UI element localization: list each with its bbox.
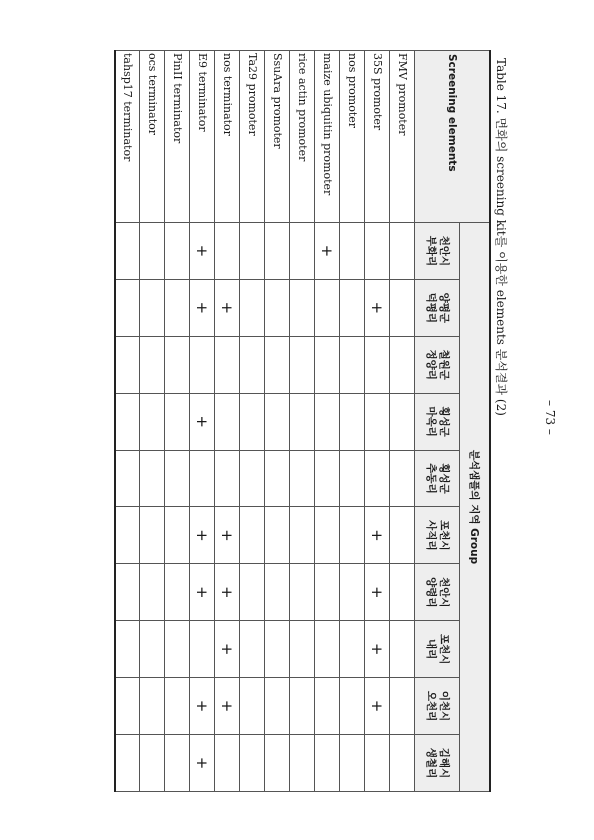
region-line2: 마옥리	[425, 406, 438, 437]
region-line1: 김해시	[438, 747, 451, 779]
result-cell	[340, 564, 365, 621]
result-cell	[315, 393, 340, 450]
result-cell	[240, 507, 265, 564]
region-line2: 정양리	[425, 349, 438, 380]
result-cell: +	[215, 507, 240, 564]
result-cell	[165, 393, 190, 450]
result-cell	[390, 450, 415, 507]
result-cell	[115, 678, 140, 735]
element-name: nos promoter	[340, 51, 365, 223]
result-cell	[140, 393, 165, 450]
result-cell	[340, 223, 365, 280]
region-line1: 이천시	[438, 690, 451, 722]
region-header-3	[415, 393, 460, 450]
element-name: E9 terminator	[190, 51, 215, 223]
result-cell	[240, 678, 265, 735]
result-cell: +	[215, 621, 240, 678]
region-line1: 포천시	[438, 520, 451, 551]
result-cell	[315, 735, 340, 792]
result-cell: +	[215, 564, 240, 621]
region-header-0	[415, 223, 460, 280]
table-row	[290, 51, 315, 792]
region-line2: 추동리	[425, 463, 438, 494]
result-cell	[340, 279, 365, 336]
page-number: – 73 –	[543, 400, 557, 435]
result-cell	[265, 621, 290, 678]
result-cell	[265, 507, 290, 564]
result-cell	[290, 279, 315, 336]
result-cell	[290, 621, 315, 678]
result-cell	[265, 678, 290, 735]
result-cell	[315, 450, 340, 507]
table-row	[165, 51, 190, 792]
result-cell	[215, 393, 240, 450]
result-cell	[140, 279, 165, 336]
result-cell	[115, 450, 140, 507]
table-row	[115, 51, 140, 792]
result-cell	[265, 223, 290, 280]
result-cell	[340, 507, 365, 564]
result-cell	[390, 735, 415, 792]
region-line1: 포천시	[438, 633, 451, 665]
result-cell	[240, 450, 265, 507]
region-line2: 부화리	[425, 235, 438, 267]
element-name: ocs terminator	[140, 51, 165, 223]
table-row	[265, 51, 290, 792]
result-cell	[115, 621, 140, 678]
region-header-7	[415, 621, 460, 678]
result-cell	[390, 223, 415, 280]
result-cell	[140, 564, 165, 621]
region-line2: 생철리	[425, 747, 438, 779]
result-cell	[115, 564, 140, 621]
result-cell: +	[365, 678, 390, 735]
result-cell	[115, 735, 140, 792]
result-cell	[215, 223, 240, 280]
result-cell: +	[190, 279, 215, 336]
result-cell	[290, 223, 315, 280]
region-line2: 사직리	[425, 520, 438, 551]
result-cell	[365, 735, 390, 792]
table-row	[340, 51, 365, 792]
result-cell	[315, 336, 340, 393]
region-line1: 횡성군	[438, 406, 451, 437]
element-name: FMV promoter	[390, 51, 415, 223]
result-cell	[165, 450, 190, 507]
result-cell	[265, 336, 290, 393]
element-name: rice actin promoter	[290, 51, 315, 223]
result-cell: +	[190, 678, 215, 735]
result-cell: +	[315, 223, 340, 280]
result-cell	[215, 450, 240, 507]
element-name: nos terminator	[215, 51, 240, 223]
region-line2: 내리	[425, 639, 438, 660]
screening-elements-header: Screening elements	[415, 51, 490, 223]
region-line2: 오천리	[425, 690, 438, 722]
result-cell: +	[215, 279, 240, 336]
region-header-5	[415, 507, 460, 564]
region-line1: 양평군	[438, 292, 451, 324]
result-cell	[165, 279, 190, 336]
result-cell: +	[215, 678, 240, 735]
result-cell	[290, 450, 315, 507]
result-cell	[140, 507, 165, 564]
result-cell	[165, 223, 190, 280]
result-cell: +	[190, 507, 215, 564]
result-cell: +	[365, 507, 390, 564]
table-row	[390, 51, 415, 792]
result-cell	[190, 450, 215, 507]
table-row	[315, 51, 340, 792]
result-cell	[290, 336, 315, 393]
result-cell	[240, 564, 265, 621]
result-cell: +	[365, 564, 390, 621]
result-cell	[115, 223, 140, 280]
result-cell	[390, 621, 415, 678]
result-cell: +	[365, 279, 390, 336]
result-cell: +	[190, 735, 215, 792]
result-cell	[165, 678, 190, 735]
result-cell	[240, 735, 265, 792]
result-cell	[140, 223, 165, 280]
result-cell	[315, 678, 340, 735]
result-cell	[240, 336, 265, 393]
result-cell	[115, 393, 140, 450]
result-cell	[290, 507, 315, 564]
result-cell	[340, 450, 365, 507]
region-header-2	[415, 336, 460, 393]
region-line1: 천안시	[438, 235, 451, 267]
result-cell	[265, 279, 290, 336]
result-cell	[290, 678, 315, 735]
result-cell	[265, 735, 290, 792]
result-cell	[290, 564, 315, 621]
region-line2: 양령리	[425, 577, 438, 608]
element-name: PinII terminator	[165, 51, 190, 223]
result-cell	[240, 223, 265, 280]
element-name: Ta29 promoter	[240, 51, 265, 223]
result-cell	[140, 621, 165, 678]
table-row	[140, 51, 165, 792]
result-cell	[315, 279, 340, 336]
screening-results-table	[114, 50, 491, 792]
result-cell	[215, 336, 240, 393]
result-cell	[140, 735, 165, 792]
table-row	[240, 51, 265, 792]
result-cell: +	[190, 223, 215, 280]
table-row	[190, 51, 215, 792]
result-cell	[365, 336, 390, 393]
result-cell	[340, 621, 365, 678]
result-cell	[365, 450, 390, 507]
result-cell	[190, 336, 215, 393]
region-header-6	[415, 564, 460, 621]
region-header-9	[415, 735, 460, 792]
region-line1: 천안시	[438, 577, 451, 608]
result-cell	[240, 621, 265, 678]
result-cell: +	[365, 621, 390, 678]
result-cell	[390, 336, 415, 393]
table-caption: Table 17. 면화의 screening kit를 이용한 elements 분석결과 (2)	[494, 58, 508, 416]
element-name: SsuAra promoter	[265, 51, 290, 223]
result-cell	[240, 393, 265, 450]
table-row	[215, 51, 240, 792]
region-line2: 덕평리	[425, 292, 438, 324]
result-cell	[165, 336, 190, 393]
result-cell	[190, 621, 215, 678]
result-cell	[165, 564, 190, 621]
region-header-8	[415, 678, 460, 735]
result-cell	[390, 393, 415, 450]
result-cell	[140, 678, 165, 735]
element-name: maize ubiquitin promoter	[315, 51, 340, 223]
table-row	[365, 51, 390, 792]
result-cell	[340, 336, 365, 393]
result-cell	[340, 735, 365, 792]
region-line1: 횡성군	[438, 463, 451, 494]
result-cell	[290, 393, 315, 450]
result-cell	[240, 279, 265, 336]
result-cell	[365, 393, 390, 450]
result-cell	[340, 678, 365, 735]
result-cell	[265, 450, 290, 507]
result-cell	[315, 507, 340, 564]
result-cell	[265, 564, 290, 621]
result-cell	[390, 564, 415, 621]
result-cell: +	[190, 393, 215, 450]
region-group-header: 분석샘플의 지역 Group	[460, 223, 490, 792]
result-cell	[390, 507, 415, 564]
result-cell	[315, 564, 340, 621]
result-cell	[115, 336, 140, 393]
result-cell	[390, 678, 415, 735]
result-cell	[340, 393, 365, 450]
result-cell	[365, 223, 390, 280]
result-cell	[290, 735, 315, 792]
element-name: tahsp17 terminator	[115, 51, 140, 223]
table-body	[115, 51, 415, 792]
result-cell	[140, 336, 165, 393]
result-cell	[165, 735, 190, 792]
result-cell	[215, 735, 240, 792]
result-cell	[315, 621, 340, 678]
result-cell	[165, 621, 190, 678]
result-cell	[265, 393, 290, 450]
region-header-1	[415, 279, 460, 336]
region-line1: 철원군	[438, 349, 451, 380]
result-cell	[140, 450, 165, 507]
element-name: 35S promoter	[365, 51, 390, 223]
result-cell	[115, 279, 140, 336]
region-header-4	[415, 450, 460, 507]
result-cell	[390, 279, 415, 336]
result-cell	[115, 507, 140, 564]
result-cell: +	[190, 564, 215, 621]
result-cell	[165, 507, 190, 564]
